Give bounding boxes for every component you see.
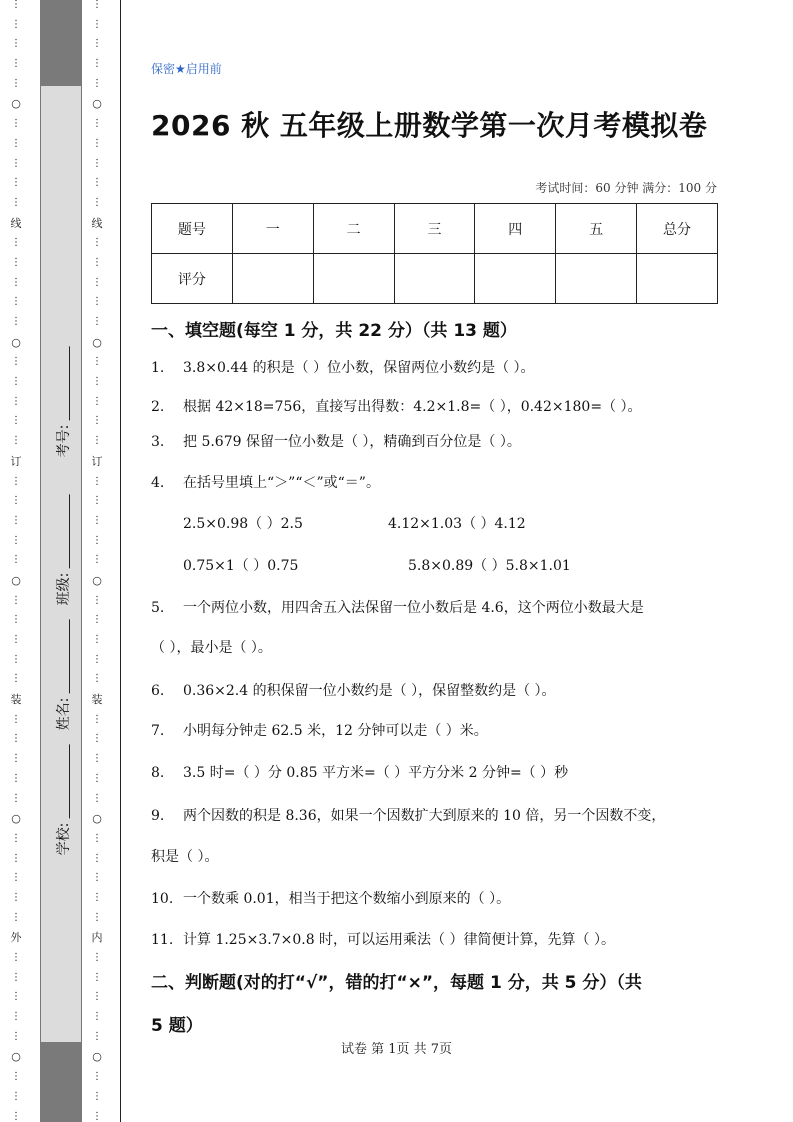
seal-dots: ⋮ [92,514,102,526]
seal-dots: ⋮ [92,614,102,626]
seal-dots: ⋮ [11,614,21,626]
seal-dots: ⋮ [92,415,102,427]
seal-dots: ⋮ [11,276,21,288]
seal-dots: ⋮ [92,891,102,903]
seal-dots: ⋮ [92,157,102,169]
question-text: 0.36×2.4 的积保留一位小数约是（ ），保留整数约是（ ）。 [183,683,556,699]
seal-dots: ⋮ [92,196,102,208]
seal-dots: ⋮ [11,891,21,903]
seal-dots: ⋮ [11,792,21,804]
confidential-label: 保密★启用前 [151,62,222,76]
seal-dots: ⋮ [92,733,102,745]
score-cell[interactable] [475,254,556,304]
seal-dots: ⋮ [92,58,102,70]
question-text: 把 5.679 保留一位小数是（ ），精确到百分位是（ ）。 [183,434,521,450]
seal-circle: ○ [11,812,21,826]
seal-dots: ⋮ [92,256,102,268]
score-table-header-cell: 三 [394,204,475,254]
seal-dots: ⋮ [92,1011,102,1023]
q4-item: 5.8×0.89（ ）5.8×1.01 [408,558,571,574]
seal-dots: ⋮ [92,594,102,606]
name-field[interactable] [53,620,73,731]
question-number: 2. [151,399,165,415]
seal-dots: ⋮ [11,118,21,130]
page-title: 2026 秋 五年级上册数学第一次月考模拟卷 [151,109,708,142]
question-7 [151,720,488,740]
seal-dots: ⋮ [11,157,21,169]
seal-marker: 线 [91,216,103,230]
exam-number-field[interactable] [53,347,73,458]
seal-dots: ⋮ [92,634,102,645]
seal-dots: ⋮ [92,316,102,327]
question-9 [151,805,665,825]
question-1 [151,357,535,377]
seal-dots: ⋮ [92,872,102,884]
seal-marker: 装 [91,693,103,707]
score-cell[interactable] [394,254,475,304]
seal-dots: ⋮ [11,673,21,685]
score-table-header-cell: 总分 [637,204,718,254]
exam-info: 考试时间：60 分钟 满分：100 分 [535,181,717,195]
question-number: 6. [151,683,165,699]
seal-dots: ⋮ [11,316,21,327]
seal-dots: ⋮ [92,534,102,546]
question-number: 7. [151,723,165,739]
seal-dots: ⋮ [92,276,102,288]
question-number: 10. [151,891,174,907]
seal-dots: ⋮ [11,356,21,368]
seal-dots: ⋮ [11,58,21,70]
seal-dots: ⋮ [92,753,102,765]
seal-dots: ⋮ [11,177,21,189]
seal-dots: ⋮ [92,952,102,963]
seal-dots: ⋮ [11,514,21,526]
seal-dots: ⋮ [11,77,21,89]
seal-dots: ⋮ [11,38,21,50]
seal-dots: ⋮ [11,911,21,923]
seal-dots: ⋮ [92,1071,102,1083]
margin-divider-line [120,0,121,1122]
seal-dots: ⋮ [92,38,102,50]
score-table-header-cell: 题号 [152,204,233,254]
seal-dots: ⋮ [11,1030,21,1042]
seal-dots: ⋮ [92,713,102,725]
seal-circle: ○ [11,97,21,111]
seal-circle: ○ [92,97,102,111]
question-text: 小明每分钟走 62.5 米，12 分钟可以走（ ）米。 [183,723,488,739]
seal-dots: ⋮ [11,1090,21,1102]
question-number: 1. [151,360,165,376]
question-11 [151,929,615,949]
seal-dots: ⋮ [92,1030,102,1042]
question-text: 两个因数的积是 8.36，如果一个因数扩大到原来的 10 倍，另一个因数不变， [183,808,666,824]
seal-dots: ⋮ [92,77,102,89]
seal-dots: ⋮ [11,475,21,487]
question-6 [151,680,556,700]
score-cell[interactable] [556,254,637,304]
seal-dots: ⋮ [92,832,102,844]
question-10 [151,888,510,908]
question-text: 一个数乘 0.01，相当于把这个数缩小到原来的（ ）。 [183,891,511,907]
q4-item: 0.75×1（ ）0.75 [183,558,299,574]
seal-circle: ○ [11,573,21,587]
question-5-continued: （ ），最小是（ ）。 [151,640,272,656]
class-underline[interactable] [57,495,70,569]
seal-dots: ⋮ [92,435,102,447]
question-number: 4. [151,475,165,491]
exam-number-label: 考号: [56,424,72,458]
seal-dots: ⋮ [11,634,21,645]
seal-dots: ⋮ [92,296,102,308]
question-text: 3.8×0.44 的积是（ ）位小数，保留两位小数约是（ ）。 [183,360,535,376]
seal-marker: 装 [10,693,22,707]
seal-dots: ⋮ [11,952,21,963]
seal-dots: ⋮ [11,296,21,308]
score-table-header-cell: 五 [556,204,637,254]
score-table-score-row [152,254,718,304]
seal-circle: ○ [92,812,102,826]
exam-number-underline[interactable] [57,347,70,421]
seal-dots: ⋮ [92,137,102,149]
question-number: 3. [151,434,165,450]
seal-dots: ⋮ [11,832,21,844]
page-footer: 试卷 第 1页 共 7页 [340,1042,453,1057]
score-table-header-cell: 一 [232,204,313,254]
outer-seal-line [9,0,23,1122]
seal-dots: ⋮ [11,852,21,864]
question-number: 9. [151,808,165,824]
question-3 [151,431,521,451]
seal-dots: ⋮ [11,872,21,884]
seal-marker: 订 [10,454,22,468]
section-2-heading-continued: 5 题） [151,1016,203,1036]
seal-dots: ⋮ [92,1110,102,1122]
seal-dots: ⋮ [92,395,102,407]
seal-dots: ⋮ [92,554,102,566]
seal-dots: ⋮ [11,137,21,149]
seal-dots: ⋮ [11,0,21,10]
seal-circle: ○ [11,1050,21,1064]
seal-dots: ⋮ [92,673,102,685]
seal-dots: ⋮ [11,376,21,388]
seal-dots: ⋮ [11,435,21,447]
q4-item: 4.12×1.03（ ）4.12 [388,516,526,532]
score-table-header-cell: 四 [475,204,556,254]
question-text: 一个两位小数，用四舍五入法保留一位小数后是 4.6，这个两位小数最大是 [183,600,644,616]
question-text: 计算 1.25×3.7×0.8 时，可以运用乘法（ ）律简便计算，先算（ ）。 [183,932,615,948]
seal-dots: ⋮ [92,237,102,249]
binding-grey-cap-top [40,0,81,86]
seal-dots: ⋮ [11,1011,21,1023]
seal-dots: ⋮ [11,18,21,30]
seal-dots: ⋮ [11,554,21,566]
seal-dots: ⋮ [11,991,21,1003]
seal-dots: ⋮ [92,376,102,388]
question-text: 3.5 时=（ ）分 0.85 平方米=（ ）平方分米 2 分钟=（ ）秒 [183,765,569,781]
question-text: 根据 42×18=756，直接写出得数：4.2×1.8=（ ），0.42×180=（ ）。 [183,399,642,415]
score-cell[interactable] [637,254,718,304]
seal-dots: ⋮ [92,0,102,10]
seal-dots: ⋮ [92,772,102,784]
seal-dots: ⋮ [11,395,21,407]
seal-dots: ⋮ [92,911,102,923]
q4-item: 2.5×0.98（ ）2.5 [183,516,303,532]
question-4 [151,472,380,492]
seal-dots: ⋮ [11,594,21,606]
class-field[interactable] [53,495,73,606]
seal-marker: 订 [91,454,103,468]
score-table-header-row [152,204,718,254]
section-1-heading: 一、填空题(每空 1 分，共 22 分）（共 13 题） [151,321,517,341]
seal-dots: ⋮ [11,713,21,725]
seal-dots: ⋮ [92,475,102,487]
seal-dots: ⋮ [92,177,102,189]
seal-dots: ⋮ [92,495,102,507]
seal-marker: 线 [10,216,22,230]
question-8 [151,762,568,782]
question-5 [151,597,644,617]
binding-margin [0,0,122,1122]
name-underline[interactable] [57,620,70,694]
seal-dots: ⋮ [11,1110,21,1122]
class-label: 班级: [56,572,72,606]
seal-dots: ⋮ [92,792,102,804]
section-2-heading: 二、判断题(对的打“√”，错的打“×”，每题 1 分，共 5 分）（共 [151,973,642,993]
seal-dots: ⋮ [11,653,21,665]
seal-dots: ⋮ [11,971,21,983]
score-row-label: 评分 [152,254,233,304]
seal-dots: ⋮ [11,415,21,427]
seal-dots: ⋮ [92,971,102,983]
seal-dots: ⋮ [92,1090,102,1102]
score-table [151,203,718,304]
school-label: 学校: [56,822,72,856]
question-9-continued: 积是（ ）。 [151,849,219,865]
seal-dots: ⋮ [11,495,21,507]
seal-dots: ⋮ [11,237,21,249]
question-2 [151,396,642,416]
seal-dots: ⋮ [11,196,21,208]
seal-circle: ○ [11,335,21,349]
seal-circle: ○ [92,573,102,587]
seal-dots: ⋮ [92,852,102,864]
seal-circle: ○ [92,335,102,349]
seal-marker: 内 [91,931,103,945]
seal-dots: ⋮ [92,991,102,1003]
seal-dots: ⋮ [11,534,21,546]
seal-circle: ○ [92,1050,102,1064]
question-number: 8. [151,765,165,781]
question-number: 5. [151,600,165,616]
seal-dots: ⋮ [11,256,21,268]
school-underline[interactable] [57,745,70,819]
school-field[interactable] [53,745,73,856]
question-text: 在括号里填上“＞”“＜”或“＝”。 [183,475,380,491]
score-table-header-cell: 二 [313,204,394,254]
inner-seal-line [90,0,104,1122]
seal-dots: ⋮ [92,18,102,30]
seal-dots: ⋮ [11,753,21,765]
score-cell[interactable] [313,254,394,304]
seal-dots: ⋮ [92,356,102,368]
seal-dots: ⋮ [11,772,21,784]
seal-dots: ⋮ [92,118,102,130]
seal-marker: 外 [10,931,22,945]
seal-dots: ⋮ [11,1071,21,1083]
seal-dots: ⋮ [11,733,21,745]
name-label: 姓名: [56,697,72,731]
seal-dots: ⋮ [92,653,102,665]
question-number: 11. [151,932,174,948]
score-cell[interactable] [232,254,313,304]
